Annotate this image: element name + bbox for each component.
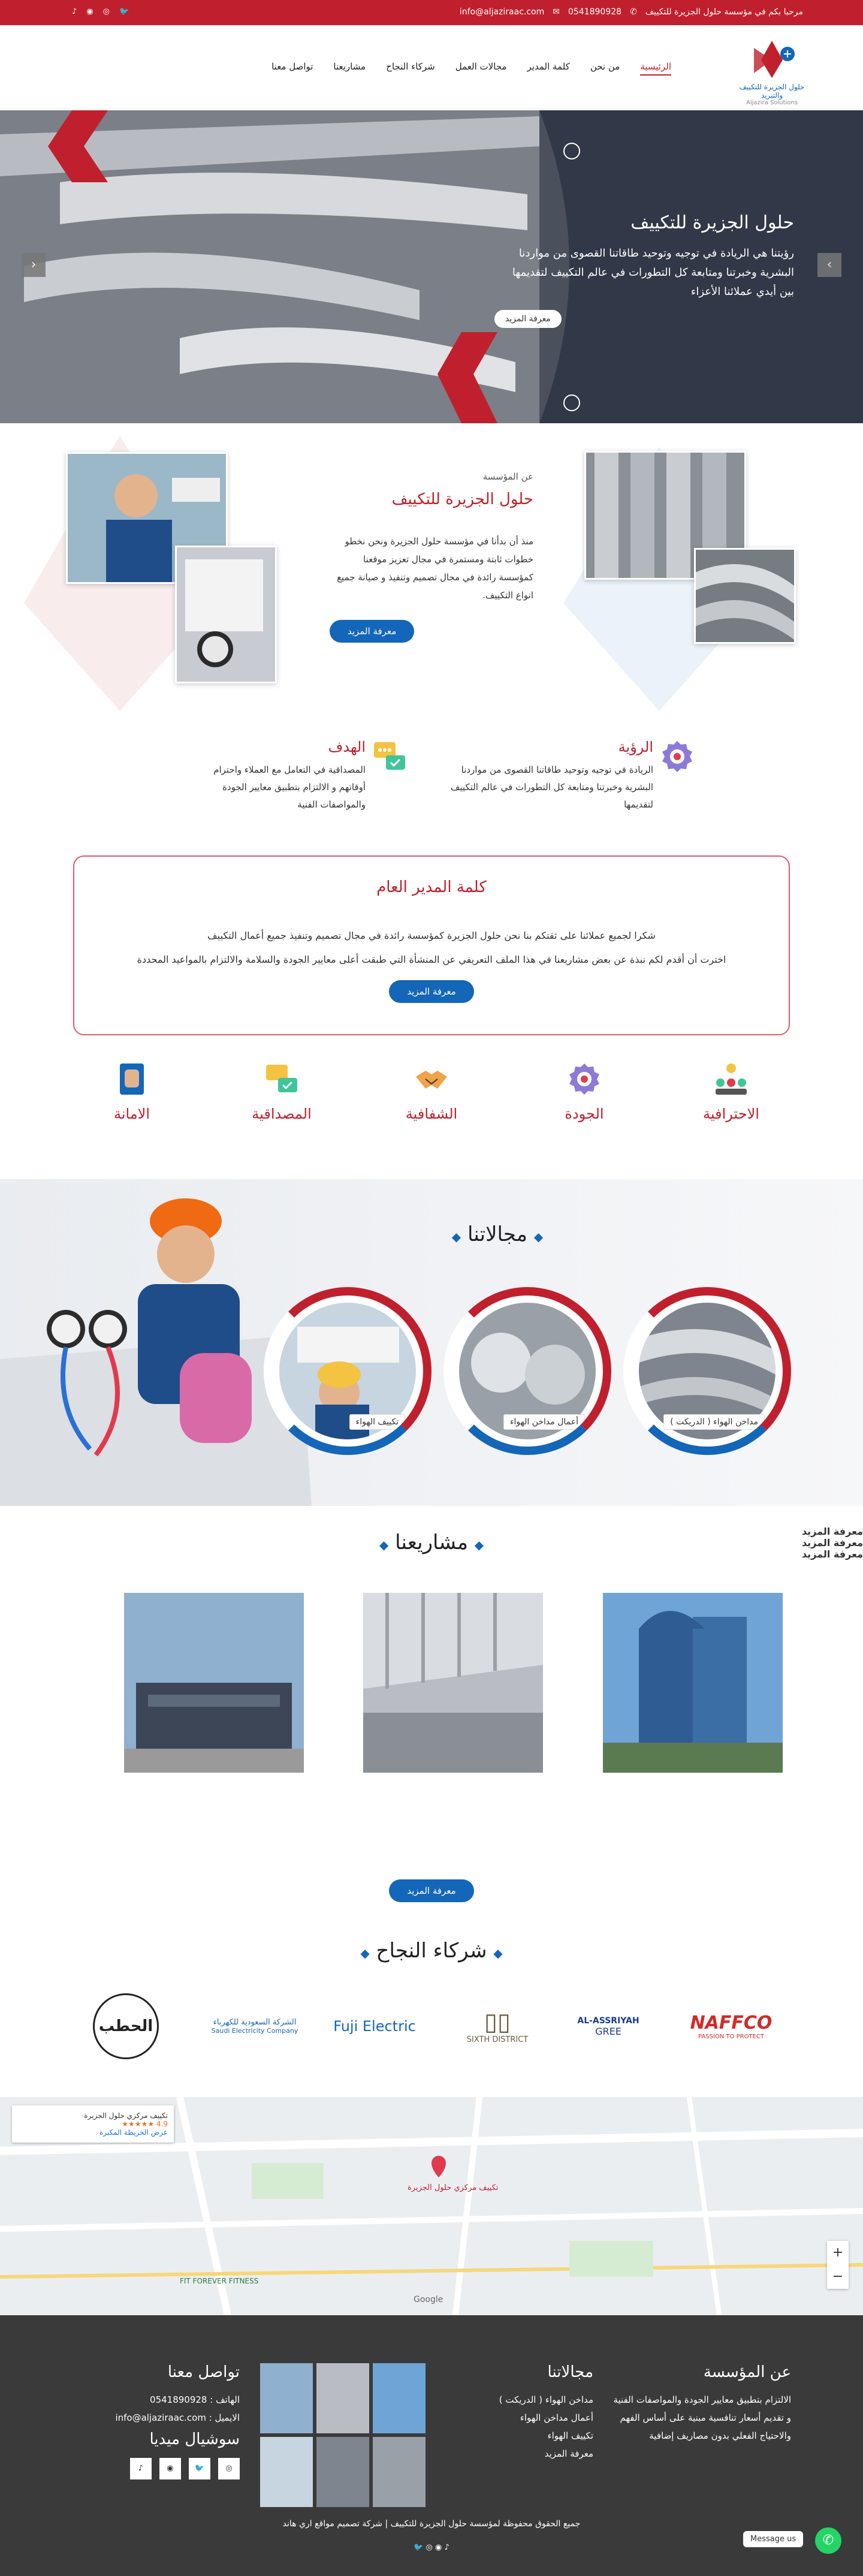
- slider-next-button[interactable]: ›: [817, 253, 841, 277]
- partner-naffco: NAFFCO PASSION TO PROTECT: [690, 2012, 773, 2040]
- footer-field-1[interactable]: مداخن الهواء ( الدريكت ): [499, 2394, 593, 2405]
- snapchat-icon[interactable]: ◉: [86, 7, 93, 16]
- field-label-air-conditioning: تكييف الهواء: [349, 1414, 405, 1430]
- footer-fields-title: مجالاتنا: [547, 2363, 593, 2381]
- values-row: [0, 1061, 863, 1151]
- topbar-phone[interactable]: 0541890928: [568, 7, 622, 17]
- project-2-more-button[interactable]: معرفة المزيد: [801, 1537, 863, 1548]
- nav-projects[interactable]: مشاريعنا: [333, 61, 366, 72]
- hero-text: رؤيتنا هي الريادة في توجيه وتوحيد طاقاتنا القصوى من مواردنا البشرية وخبرتنا ومتابعة كل التطورات في عالم التكييف لتقديمها بين أيدي عملائنا الأعزاء: [512, 247, 794, 298]
- footer-contact-title: تواصل معنا: [167, 2363, 240, 2381]
- map-section[interactable]: [0, 2097, 863, 2315]
- map-zoom-control: [827, 2241, 849, 2289]
- partner-alhatab: الحطب: [87, 1996, 165, 2056]
- about-content: [330, 471, 533, 643]
- diamond-icon-5: ◆: [493, 1946, 503, 1960]
- partner-saudi-electricity: الشركة السعودية للكهرباء Saudi Electricity Company: [211, 2018, 298, 2035]
- chat-icon: [372, 739, 408, 775]
- map-rating: 4.9 ★★★★★: [122, 2120, 168, 2128]
- about-text: منذ أن بدأنا في مؤسسة حلول الجزيرة ونحن نخطو خطوات ثابتة ومستمرة في مجال تعزيز موقعنا كمؤسسة رائدة في مجال تصميم وتنفيذ و صيانة جميع انواع التكييف.: [337, 536, 533, 601]
- manager-card: [73, 855, 790, 1035]
- gallery-thumb[interactable]: [260, 2363, 313, 2433]
- message-us-label[interactable]: Message us: [743, 2531, 803, 2547]
- partner-fuji-electric: Fuji Electric: [333, 2018, 416, 2035]
- tiktok-icon[interactable]: ♪: [72, 7, 77, 16]
- vision-block: [432, 739, 653, 814]
- diamond-icon-3: ◆: [474, 1538, 484, 1552]
- footer-gallery: [258, 2363, 426, 2507]
- logo-mark-icon: [736, 36, 808, 83]
- fields-header: [312, 1222, 683, 1246]
- nav-home[interactable]: الرئيسية: [640, 61, 671, 76]
- value-quality: [524, 1061, 644, 1122]
- gallery-thumb[interactable]: [373, 2437, 426, 2507]
- footer-about-text: الالتزام بتطبيق معايير الجودة والمواصفات الفنية و تقديم أسعار تنافسية مبنية على أساس الفهم والاحتياج الفعلي بدون مصاريف إضافية: [613, 2394, 791, 2441]
- about-title: حلول الجزيرة للتكييف: [391, 490, 533, 508]
- manager-line-1: شكرا لجميع عملائنا على ثقتكم بنا نحن حلول الجزيرة كمؤسسة رائدة في مجال تصميم وتنفيذ جميع أعمال التكييف: [207, 930, 656, 941]
- about-more-button[interactable]: معرفة المزيد: [330, 620, 414, 643]
- manager-more-button[interactable]: معرفة المزيد: [389, 980, 473, 1003]
- main-nav: [271, 61, 671, 76]
- value-credibility: [222, 1061, 342, 1122]
- projects-title: مشاريعنا: [395, 1530, 468, 1554]
- gallery-thumb[interactable]: [316, 2437, 369, 2507]
- map-reviews-link[interactable]: عرض الخريطة المكبرة: [99, 2128, 168, 2137]
- field-label-duct-works: أعمال مداخن الهواء: [503, 1414, 585, 1430]
- manager-section: [0, 855, 863, 1035]
- partners-title: شركاء النجاح: [376, 1939, 487, 1963]
- diamond-icon-2: ◆: [451, 1230, 461, 1244]
- slider-dot-top[interactable]: [563, 143, 580, 159]
- vision-text: الريادة في توجيه وتوحيد طاقاتنا القصوى من مواردنا البشرية وخبرتنا ومتابعة كل التطورات في عالم التكييف لتقديمها: [450, 764, 653, 810]
- diamond-icon: ◆: [533, 1230, 544, 1244]
- fields-title: مجالاتنا: [467, 1222, 527, 1246]
- nav-manager[interactable]: كلمة المدير: [527, 61, 570, 72]
- instagram-icon[interactable]: ◎: [102, 7, 110, 16]
- snapchat-icon-footer[interactable]: ◉: [159, 2458, 181, 2479]
- partner-alassriyah: AL-ASSRIYAH GREE: [577, 2015, 639, 2037]
- logo-sub: Aljazira Solutions: [746, 100, 798, 106]
- copyright: جميع الحقوق محفوظة لمؤسسة حلول الجزيرة للتكييف | شركة تصميم مواقع اري هاند: [282, 2519, 581, 2529]
- footer-field-4[interactable]: معرفة المزيد: [544, 2448, 593, 2459]
- gallery-thumb[interactable]: [260, 2437, 313, 2507]
- zoom-out-button[interactable]: −: [832, 2269, 844, 2284]
- partners-section: [0, 1930, 863, 2086]
- value-label-transparency: الشفافية: [405, 1105, 458, 1122]
- google-logo: Google: [414, 2295, 443, 2304]
- value-professional: [671, 1061, 791, 1122]
- vision-icon: [659, 739, 695, 775]
- field-card-air-conditioning[interactable]: [264, 1287, 432, 1455]
- value-label-professional: الاحترافية: [703, 1105, 759, 1122]
- goal-block: [186, 739, 366, 814]
- topbar: [0, 0, 863, 25]
- project-card-2[interactable]: [363, 1593, 543, 1773]
- phone-icon: ✆: [630, 7, 637, 17]
- hand-icon: [114, 1061, 150, 1097]
- map-pin-label: تكييف مركزي حلول الجزيرة: [408, 2183, 499, 2192]
- diamond-icon-4: ◆: [379, 1538, 389, 1552]
- project-3-more-button[interactable]: معرفة المزيد: [801, 1548, 863, 1560]
- footer-field-3[interactable]: تكييف الهواء: [547, 2430, 593, 2441]
- project-card-3[interactable]: [124, 1593, 304, 1773]
- hero-more-button[interactable]: معرفة المزيد: [494, 310, 562, 328]
- manager-title: كلمة المدير العام: [376, 878, 487, 896]
- topbar-email[interactable]: info@aljaziraac.com: [459, 7, 545, 17]
- map-card-title: تكييف مركزي حلول الجزيرة: [84, 2111, 168, 2120]
- diamond-icon-6: ◆: [360, 1946, 370, 1960]
- fields-section: [0, 1179, 863, 1506]
- header: [0, 25, 863, 109]
- footer-contact: [72, 2363, 240, 2479]
- badge-icon: [566, 1061, 602, 1097]
- value-label-honesty: الامانة: [113, 1105, 150, 1122]
- gallery-thumb[interactable]: [373, 2363, 426, 2433]
- footer-field-2[interactable]: أعمال مداخن الهواء: [520, 2412, 593, 2423]
- footer-about-title: عن المؤسسة: [703, 2363, 791, 2381]
- instagram-icon-footer[interactable]: ◎: [218, 2458, 240, 2479]
- gallery-thumb[interactable]: [316, 2363, 369, 2433]
- slider-prev-button[interactable]: ‹: [22, 253, 46, 277]
- project-1-more-button[interactable]: معرفة المزيد: [801, 1526, 863, 1537]
- map-info-card: [12, 2105, 174, 2143]
- slider-dot-bottom[interactable]: [563, 394, 580, 411]
- value-honesty: [72, 1061, 192, 1122]
- logo[interactable]: [736, 36, 808, 106]
- team-icon: [713, 1061, 749, 1097]
- value-transparency: [372, 1061, 491, 1122]
- mail-icon: ✉: [553, 7, 560, 17]
- footer-fields: [443, 2363, 593, 2463]
- footer: [0, 2315, 863, 2576]
- projects-more-button[interactable]: معرفة المزيد: [389, 1879, 473, 1902]
- nav-contact[interactable]: تواصل معنا: [271, 61, 313, 72]
- field-label-duct: مداخن الهواء ( الدريكت ): [663, 1414, 765, 1430]
- nav-fields[interactable]: مجالات العمل: [455, 61, 507, 72]
- footer-about: [611, 2363, 791, 2445]
- field-card-duct-works[interactable]: [443, 1287, 611, 1455]
- field-card-duct[interactable]: [623, 1287, 791, 1455]
- chat-check-icon: [264, 1061, 300, 1097]
- value-label-credibility: المصداقية: [252, 1105, 312, 1122]
- footer-email: الايميل : info@aljaziraac.com: [115, 2412, 240, 2423]
- hero-content: [494, 212, 794, 328]
- nav-partners[interactable]: شركاء النجاح: [386, 61, 435, 72]
- twitter-icon-footer[interactable]: 🐦: [189, 2458, 210, 2479]
- projects-section: [0, 1526, 863, 1909]
- handshake-icon: [414, 1061, 449, 1097]
- copyright-social: ♪ ◉ ◎ 🐦: [414, 2543, 449, 2552]
- value-label-quality: الجودة: [565, 1105, 604, 1122]
- about-photo-gauge: [175, 546, 277, 683]
- about-photo-pipes: [694, 548, 796, 644]
- tiktok-icon-footer[interactable]: ♪: [130, 2458, 152, 2479]
- about-kicker: عن المؤسسة: [482, 471, 533, 482]
- hero-slider: [0, 110, 863, 423]
- twitter-icon[interactable]: 🐦: [119, 7, 129, 16]
- footer-phone: الهاتف : 0541890928: [150, 2394, 240, 2405]
- goal-title: الهدف: [328, 739, 366, 755]
- welcome-text: مرحبا بكم في مؤسسة حلول الجزيرة للتكييف: [645, 7, 803, 17]
- vision-title: الرؤية: [618, 739, 653, 755]
- footer-social-title: سوشيال ميديا: [149, 2430, 240, 2448]
- about-section: [0, 423, 863, 723]
- hero-title: حلول الجزيرة للتكييف: [630, 212, 794, 233]
- nav-about[interactable]: من نحن: [590, 61, 620, 72]
- projects-header: [0, 1530, 863, 1554]
- project-card-1[interactable]: [603, 1593, 783, 1773]
- partner-sixth-district: ▯▯ SIXTH DISTRICT: [466, 2008, 529, 2044]
- manager-line-2: اخترت أن أقدم لكم نبذة عن بعض مشاريعنا في هذا الملف التعريفي عن المنشأة التي طبقت أعلى معايير الجودة والسلامة والالتزام بالمواعيد المحددة: [137, 954, 726, 965]
- partners-header: [0, 1939, 863, 1963]
- zoom-in-button[interactable]: +: [832, 2245, 844, 2260]
- goal-text: المصداقية في التعامل مع العملاء واحترام أوقاتهم و الالتزام بتطبيق معايير الجودة والمواصفات الفنية: [213, 764, 366, 810]
- map-label-fitness: FIT FOREVER FITNESS: [180, 2277, 259, 2285]
- logo-name: حلول الجزيرة للتكييف والتبريد: [739, 83, 805, 100]
- whatsapp-icon[interactable]: ✆: [815, 2527, 841, 2554]
